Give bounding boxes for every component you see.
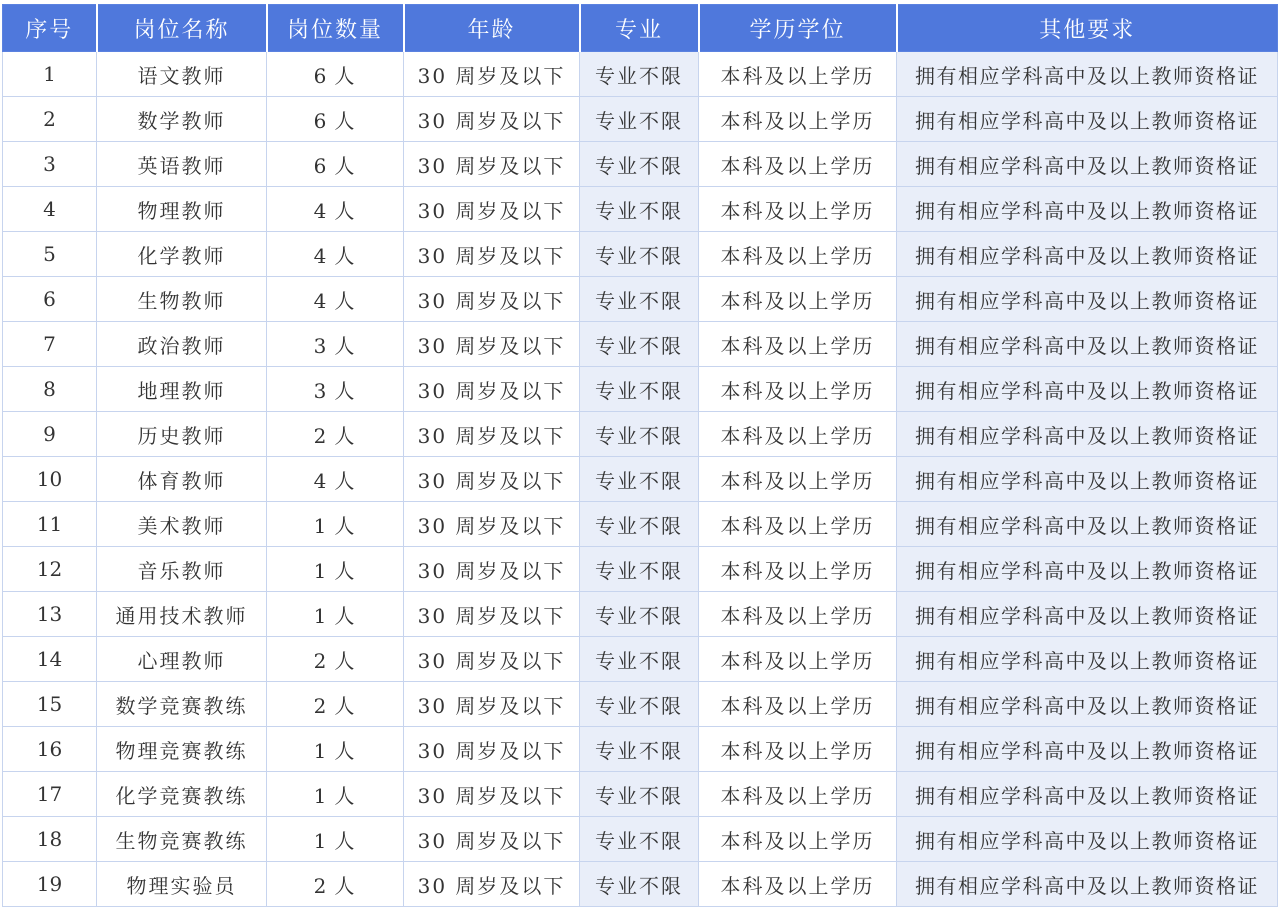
cell-other-requirements: 拥有相应学科高中及以上教师资格证 [897, 142, 1278, 187]
cell-position-count [267, 367, 404, 412]
cell-major: 专业不限 [580, 457, 699, 502]
count-value: 6 [313, 108, 329, 133]
table-row [3, 862, 1278, 907]
cell-serial-number: 14 [3, 637, 97, 682]
cell-other-requirements: 拥有相应学科高中及以上教师资格证 [897, 322, 1278, 367]
count-unit: 人 [334, 603, 357, 628]
table-row [3, 142, 1278, 187]
cell-position-count [267, 727, 404, 772]
count-unit: 人 [334, 513, 357, 538]
cell-degree: 本科及以上学历 [699, 682, 897, 727]
table-row [3, 772, 1278, 817]
cell-age: 30 周岁及以下 [404, 142, 580, 187]
count-value: 3 [313, 378, 329, 403]
cell-position-name: 英语教师 [97, 142, 267, 187]
cell-age: 30 周岁及以下 [404, 682, 580, 727]
cell-position-count [267, 232, 404, 277]
cell-age: 30 周岁及以下 [404, 322, 580, 367]
cell-position-name: 生物竞赛教练 [97, 817, 267, 862]
cell-age: 30 周岁及以下 [404, 277, 580, 322]
cell-age: 30 周岁及以下 [404, 637, 580, 682]
count-unit: 人 [334, 243, 357, 268]
cell-position-count [267, 277, 404, 322]
cell-position-name: 物理竞赛教练 [97, 727, 267, 772]
count-value: 2 [313, 873, 329, 898]
cell-position-count [267, 682, 404, 727]
cell-serial-number: 7 [3, 322, 97, 367]
cell-serial-number: 13 [3, 592, 97, 637]
cell-major: 专业不限 [580, 682, 699, 727]
table-row [3, 367, 1278, 412]
cell-other-requirements: 拥有相应学科高中及以上教师资格证 [897, 232, 1278, 277]
count-value: 6 [313, 63, 329, 88]
count-unit: 人 [334, 423, 357, 448]
table-row [3, 412, 1278, 457]
cell-degree: 本科及以上学历 [699, 592, 897, 637]
cell-degree: 本科及以上学历 [699, 502, 897, 547]
cell-position-count [267, 52, 404, 97]
cell-other-requirements: 拥有相应学科高中及以上教师资格证 [897, 637, 1278, 682]
count-unit: 人 [334, 333, 357, 358]
header-serial-number: 序号 [3, 5, 97, 52]
cell-age: 30 周岁及以下 [404, 457, 580, 502]
cell-degree: 本科及以上学历 [699, 727, 897, 772]
table-row [3, 97, 1278, 142]
table-row [3, 817, 1278, 862]
header-age: 年龄 [404, 5, 580, 52]
cell-degree: 本科及以上学历 [699, 547, 897, 592]
cell-position-count [267, 547, 404, 592]
cell-other-requirements: 拥有相应学科高中及以上教师资格证 [897, 772, 1278, 817]
cell-major: 专业不限 [580, 862, 699, 907]
cell-degree: 本科及以上学历 [699, 322, 897, 367]
count-value: 4 [313, 198, 329, 223]
cell-major: 专业不限 [580, 142, 699, 187]
cell-serial-number: 9 [3, 412, 97, 457]
cell-serial-number: 19 [3, 862, 97, 907]
cell-age: 30 周岁及以下 [404, 97, 580, 142]
count-value: 1 [313, 558, 329, 583]
count-value: 2 [313, 423, 329, 448]
cell-age: 30 周岁及以下 [404, 592, 580, 637]
count-value: 1 [313, 783, 329, 808]
cell-position-count [267, 142, 404, 187]
cell-other-requirements: 拥有相应学科高中及以上教师资格证 [897, 502, 1278, 547]
cell-other-requirements: 拥有相应学科高中及以上教师资格证 [897, 367, 1278, 412]
cell-age: 30 周岁及以下 [404, 862, 580, 907]
cell-serial-number: 5 [3, 232, 97, 277]
cell-position-name: 数学教师 [97, 97, 267, 142]
header-position-count: 岗位数量 [267, 5, 404, 52]
cell-degree: 本科及以上学历 [699, 862, 897, 907]
count-unit: 人 [334, 558, 357, 583]
recruitment-table-container [2, 4, 1278, 907]
cell-major: 专业不限 [580, 592, 699, 637]
cell-other-requirements: 拥有相应学科高中及以上教师资格证 [897, 862, 1278, 907]
cell-serial-number: 17 [3, 772, 97, 817]
cell-position-count [267, 772, 404, 817]
cell-position-name: 体育教师 [97, 457, 267, 502]
cell-major: 专业不限 [580, 547, 699, 592]
table-row [3, 682, 1278, 727]
cell-position-count [267, 412, 404, 457]
cell-position-count [267, 862, 404, 907]
cell-serial-number: 11 [3, 502, 97, 547]
count-value: 1 [313, 738, 329, 763]
cell-position-name: 地理教师 [97, 367, 267, 412]
cell-serial-number: 15 [3, 682, 97, 727]
cell-degree: 本科及以上学历 [699, 187, 897, 232]
cell-position-name: 物理教师 [97, 187, 267, 232]
cell-degree: 本科及以上学历 [699, 412, 897, 457]
cell-degree: 本科及以上学历 [699, 52, 897, 97]
count-unit: 人 [334, 108, 357, 133]
cell-other-requirements: 拥有相应学科高中及以上教师资格证 [897, 547, 1278, 592]
table-row [3, 727, 1278, 772]
recruitment-table [2, 4, 1278, 907]
cell-position-count [267, 817, 404, 862]
cell-degree: 本科及以上学历 [699, 817, 897, 862]
cell-major: 专业不限 [580, 277, 699, 322]
cell-serial-number: 1 [3, 52, 97, 97]
count-unit: 人 [334, 288, 357, 313]
cell-position-count [267, 457, 404, 502]
cell-age: 30 周岁及以下 [404, 502, 580, 547]
count-value: 1 [313, 828, 329, 853]
cell-major: 专业不限 [580, 412, 699, 457]
cell-position-name: 历史教师 [97, 412, 267, 457]
table-row [3, 277, 1278, 322]
cell-degree: 本科及以上学历 [699, 367, 897, 412]
cell-degree: 本科及以上学历 [699, 457, 897, 502]
count-unit: 人 [334, 153, 357, 178]
cell-other-requirements: 拥有相应学科高中及以上教师资格证 [897, 727, 1278, 772]
table-row [3, 457, 1278, 502]
table-row [3, 502, 1278, 547]
table-row [3, 232, 1278, 277]
cell-age: 30 周岁及以下 [404, 412, 580, 457]
cell-serial-number: 3 [3, 142, 97, 187]
cell-other-requirements: 拥有相应学科高中及以上教师资格证 [897, 97, 1278, 142]
cell-degree: 本科及以上学历 [699, 772, 897, 817]
cell-major: 专业不限 [580, 502, 699, 547]
cell-serial-number: 18 [3, 817, 97, 862]
cell-other-requirements: 拥有相应学科高中及以上教师资格证 [897, 592, 1278, 637]
cell-other-requirements: 拥有相应学科高中及以上教师资格证 [897, 682, 1278, 727]
count-value: 6 [313, 153, 329, 178]
cell-other-requirements: 拥有相应学科高中及以上教师资格证 [897, 277, 1278, 322]
cell-age: 30 周岁及以下 [404, 187, 580, 232]
count-unit: 人 [334, 873, 357, 898]
cell-position-name: 化学教师 [97, 232, 267, 277]
cell-serial-number: 10 [3, 457, 97, 502]
header-other-requirements: 其他要求 [897, 5, 1278, 52]
cell-age: 30 周岁及以下 [404, 52, 580, 97]
count-unit: 人 [334, 648, 357, 673]
cell-degree: 本科及以上学历 [699, 97, 897, 142]
cell-age: 30 周岁及以下 [404, 232, 580, 277]
cell-position-count [267, 592, 404, 637]
header-position-name: 岗位名称 [97, 5, 267, 52]
cell-serial-number: 2 [3, 97, 97, 142]
cell-position-name: 通用技术教师 [97, 592, 267, 637]
cell-major: 专业不限 [580, 187, 699, 232]
count-value: 3 [313, 333, 329, 358]
cell-serial-number: 8 [3, 367, 97, 412]
cell-position-count [267, 97, 404, 142]
header-major: 专业 [580, 5, 699, 52]
cell-position-count [267, 322, 404, 367]
cell-age: 30 周岁及以下 [404, 367, 580, 412]
cell-major: 专业不限 [580, 367, 699, 412]
count-value: 4 [313, 243, 329, 268]
count-unit: 人 [334, 783, 357, 808]
cell-age: 30 周岁及以下 [404, 547, 580, 592]
cell-position-name: 化学竞赛教练 [97, 772, 267, 817]
count-value: 4 [313, 468, 329, 493]
cell-position-name: 心理教师 [97, 637, 267, 682]
count-value: 2 [313, 693, 329, 718]
count-unit: 人 [334, 63, 357, 88]
count-unit: 人 [334, 738, 357, 763]
count-unit: 人 [334, 693, 357, 718]
cell-serial-number: 6 [3, 277, 97, 322]
cell-major: 专业不限 [580, 97, 699, 142]
cell-degree: 本科及以上学历 [699, 637, 897, 682]
count-unit: 人 [334, 198, 357, 223]
table-row [3, 187, 1278, 232]
table-row [3, 592, 1278, 637]
cell-serial-number: 12 [3, 547, 97, 592]
cell-serial-number: 4 [3, 187, 97, 232]
header-degree: 学历学位 [699, 5, 897, 52]
table-row [3, 52, 1278, 97]
cell-position-name: 数学竞赛教练 [97, 682, 267, 727]
cell-position-name: 语文教师 [97, 52, 267, 97]
cell-major: 专业不限 [580, 232, 699, 277]
cell-other-requirements: 拥有相应学科高中及以上教师资格证 [897, 52, 1278, 97]
cell-degree: 本科及以上学历 [699, 142, 897, 187]
table-body [3, 52, 1278, 907]
count-value: 1 [313, 513, 329, 538]
cell-major: 专业不限 [580, 772, 699, 817]
cell-position-name: 政治教师 [97, 322, 267, 367]
count-value: 1 [313, 603, 329, 628]
cell-position-name: 生物教师 [97, 277, 267, 322]
cell-age: 30 周岁及以下 [404, 727, 580, 772]
cell-position-count [267, 637, 404, 682]
cell-major: 专业不限 [580, 322, 699, 367]
cell-position-count [267, 187, 404, 232]
cell-position-count [267, 502, 404, 547]
cell-major: 专业不限 [580, 727, 699, 772]
cell-age: 30 周岁及以下 [404, 772, 580, 817]
cell-position-name: 物理实验员 [97, 862, 267, 907]
table-row [3, 322, 1278, 367]
count-unit: 人 [334, 468, 357, 493]
table-row [3, 547, 1278, 592]
cell-position-name: 音乐教师 [97, 547, 267, 592]
count-unit: 人 [334, 378, 357, 403]
cell-major: 专业不限 [580, 52, 699, 97]
count-value: 4 [313, 288, 329, 313]
cell-major: 专业不限 [580, 637, 699, 682]
table-row [3, 637, 1278, 682]
count-value: 2 [313, 648, 329, 673]
cell-degree: 本科及以上学历 [699, 277, 897, 322]
cell-other-requirements: 拥有相应学科高中及以上教师资格证 [897, 412, 1278, 457]
cell-major: 专业不限 [580, 817, 699, 862]
cell-age: 30 周岁及以下 [404, 817, 580, 862]
cell-other-requirements: 拥有相应学科高中及以上教师资格证 [897, 817, 1278, 862]
cell-other-requirements: 拥有相应学科高中及以上教师资格证 [897, 457, 1278, 502]
cell-degree: 本科及以上学历 [699, 232, 897, 277]
count-unit: 人 [334, 828, 357, 853]
table-header-row [3, 5, 1278, 52]
cell-other-requirements: 拥有相应学科高中及以上教师资格证 [897, 187, 1278, 232]
cell-position-name: 美术教师 [97, 502, 267, 547]
cell-serial-number: 16 [3, 727, 97, 772]
